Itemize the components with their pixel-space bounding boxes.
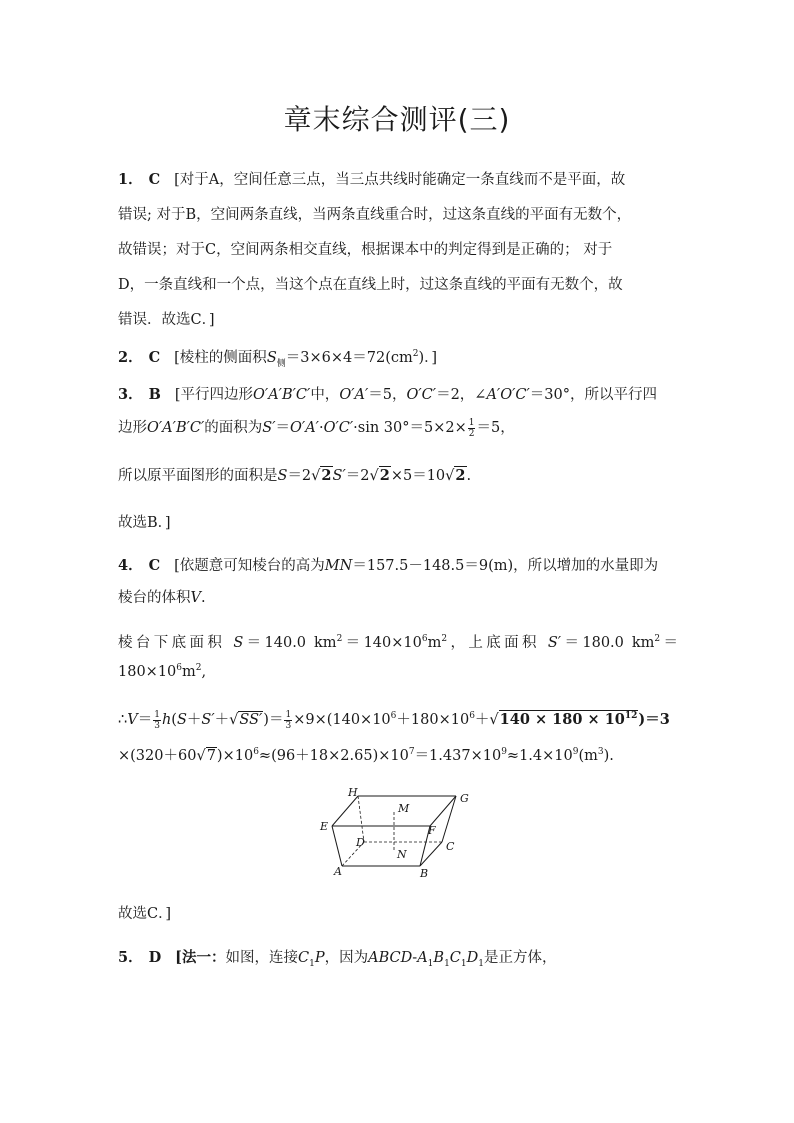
q4-sprime-2: S′ — [201, 712, 215, 728]
q4-answer: C — [148, 557, 161, 574]
q3-t10: ·sin 30°＝5×2× — [353, 420, 467, 436]
q4-e2: 6 — [421, 634, 428, 645]
q4-t32: ). — [603, 748, 614, 764]
q2-exp: 2 — [412, 349, 419, 360]
q5-number: 5． — [118, 949, 143, 966]
q4-third-a — [153, 710, 161, 731]
q5-sub-c: 1 — [460, 958, 467, 969]
q3-quad-2: O′A′B′C′ — [147, 420, 205, 436]
q2-answer: C — [148, 349, 161, 366]
q4-t20: )＝ — [263, 712, 284, 728]
q1-line-5: 错误．故选C．] — [118, 312, 215, 328]
q4-line-3 — [118, 631, 678, 652]
q2-subscript: 侧 — [276, 358, 286, 369]
q4-sqrt-big — [499, 710, 639, 728]
label-e: E — [320, 820, 329, 833]
q3-t9: · — [318, 420, 324, 436]
q4-t22: ＋180×10 — [396, 712, 470, 728]
q4-t7: ＝140×10 — [342, 635, 422, 651]
q4-line-2 — [118, 586, 678, 607]
q3-sprime: S′ — [262, 420, 276, 436]
q3-half-den: 2 — [468, 428, 475, 439]
q5-sub-a: 1 — [427, 958, 434, 969]
q4-h: h — [161, 712, 172, 728]
q3-number: 3． — [118, 386, 143, 403]
q4-sprime: S′ — [547, 635, 562, 651]
q5-sub-b: 1 — [444, 958, 450, 969]
q4-e11: 7 — [408, 747, 415, 758]
q3-sqrt2-c: 2 — [455, 467, 466, 484]
q4-t4: . — [200, 590, 206, 606]
q5-sub-d: 1 — [478, 958, 485, 969]
q3-oa-2: O′A′ — [290, 420, 319, 436]
q3-line-3: 所以原平面图形的面积是S＝2√2S′＝2√2×5＝10√2. — [118, 467, 472, 484]
q3-t11: ＝5， — [476, 420, 515, 436]
edge-fg — [430, 796, 456, 826]
q4-e4: 2 — [654, 634, 661, 645]
q3-line-2 — [118, 416, 678, 439]
q5-c: C — [298, 950, 310, 966]
label-a: A — [334, 865, 342, 878]
q4-s: S — [233, 635, 244, 651]
q3-sqrt2-b: 2 — [379, 467, 390, 484]
q4-line-1 — [118, 554, 678, 575]
q3-t13: ＝2 — [287, 468, 312, 484]
q4-line-6: $\times(320+60√7)\times 10^6\approx(96+18\times 2.65)\times 10^7=1.437\times 10^9\approx 1.4\times 10^9(m^3)$. — [118, 747, 614, 764]
q3-line-1 — [118, 383, 678, 404]
q5-line-1 — [118, 946, 678, 969]
q3-t4: ＝2，∠ — [436, 387, 487, 403]
label-c: C — [446, 840, 455, 853]
q4-e3: 2 — [441, 634, 448, 645]
q4-t10: ＝180.0 km — [561, 635, 655, 651]
q4-t23: ＋ — [474, 712, 490, 728]
q4-t6: ＝140.0 km — [243, 635, 337, 651]
q5-answer: D — [148, 949, 162, 966]
q4-e14: 3 — [597, 747, 604, 758]
q4-sqrt-ss: SS′ — [239, 712, 263, 728]
q4-t18: ＋ — [186, 712, 202, 728]
q3-oc-2: O′C′ — [323, 420, 354, 436]
q4-third-b-den: 3 — [285, 720, 292, 731]
q4-t19: ＋ — [214, 712, 230, 728]
q4-line-7: 故选C．] — [118, 906, 172, 922]
q4-t26: ×(320＋60 — [118, 748, 197, 764]
q1-line-3: 故错误；对于C，空间两条相交直线，根据课本中的判定得到是正确的； 对于 — [118, 242, 613, 258]
q3-t16: . — [466, 468, 472, 484]
q5-t2: 如图，连接 — [225, 950, 299, 966]
q4-v: V — [190, 590, 201, 606]
q1-number: 1． — [118, 171, 143, 188]
page-title: 章末综合测评(三) — [283, 103, 511, 136]
q4-t21: ×9×(140×10 — [293, 712, 391, 728]
q4-third-a-num: 1 — [154, 709, 160, 720]
q3-quad: O′A′B′C′ — [253, 387, 311, 403]
q5-t1: [法一： — [175, 949, 226, 966]
q3-angle: A′O′C′ — [486, 387, 530, 403]
edge-he — [332, 796, 358, 826]
q4-t11: ＝ — [660, 635, 679, 651]
q4-e6: 2 — [195, 663, 202, 673]
q4-t29: ＝1.437×10 — [414, 748, 502, 764]
q3-t15: ×5＝10 — [390, 468, 446, 484]
q1-line-2: 错误; 对于B，空间两条直线，当两条直线重合时，过这条直线的平面有无数个， — [118, 207, 632, 223]
q5-sub1: 1 — [309, 958, 315, 969]
q4-t17: ( — [171, 712, 177, 728]
q3-t2: 中， — [310, 387, 340, 403]
q3-t1: [平行四边形 — [174, 387, 254, 403]
q4-t1: [依题意可知棱台的高为 — [174, 558, 325, 574]
q2-line-1: 2． C [棱柱的侧面积$S_侧=3\times 6\times 4=72(cm^2)$．] — [118, 349, 438, 369]
q4-t24: 140 × 180 × 10 — [499, 711, 625, 728]
q1-answer: C — [148, 171, 161, 188]
label-m: M — [398, 802, 410, 815]
q2-text-b: ＝3×6×4＝72(cm — [285, 350, 413, 366]
label-h: H — [348, 786, 358, 799]
edge-gc — [442, 796, 456, 842]
frustum-figure — [318, 786, 478, 886]
q3-oa: O′A′ — [339, 387, 369, 403]
q4-t3: 棱台的体积 — [118, 590, 191, 606]
q3-t8: ＝ — [275, 420, 291, 436]
q4-t28: ≈(96＋18×2.65)×10 — [258, 748, 409, 764]
q4-v-2: V — [127, 712, 138, 728]
q4-line-5: ∴V＝ $\frac{1}{3}$ h(S＋S′＋√SS′)＝ $\frac{1}{3}$ $\times 9\times(140\times 10^6+180\times 10^6+√140 \times 180 \times 10^{12})=3$ — [118, 709, 670, 731]
q3-line-4: 故选B．] — [118, 515, 171, 531]
q3-sqrt2-a: 2 — [321, 467, 332, 484]
q4-t5: 棱台下底面积 — [118, 635, 226, 651]
label-n: N — [397, 848, 407, 861]
q4-e13: 9 — [572, 747, 579, 758]
q4-e1: 2 — [336, 634, 343, 645]
q5-solid: ABCD — [368, 950, 413, 966]
q4-t16: ＝ — [137, 712, 153, 728]
q3-t6: 边形 — [118, 420, 147, 436]
q4-line-4 — [118, 663, 678, 680]
label-b: B — [420, 867, 429, 880]
q4-number: 4． — [118, 557, 143, 574]
q3-t12: 所以原平面图形的面积是 — [118, 468, 278, 484]
q4-t15: ∴ — [118, 712, 128, 728]
label-d: D — [356, 836, 365, 849]
q4-e5: 6 — [176, 663, 183, 673]
q5-b1: B — [433, 950, 445, 966]
q4-third-a-den: 3 — [154, 720, 160, 731]
q4-t9: ，上底面积 — [447, 635, 540, 651]
q3-t14: ＝2 — [345, 468, 370, 484]
q4-t12: 180×10 — [118, 663, 177, 680]
label-f: F — [428, 824, 436, 837]
q4-t25: )＝3 — [638, 711, 670, 728]
q4-t27: )×10 — [216, 748, 254, 764]
q4-t8: m — [427, 635, 442, 651]
q4-third-b-num: 1 — [285, 709, 292, 720]
q4-e10: 6 — [253, 747, 259, 758]
q3-oc: O′C′ — [406, 387, 437, 403]
q3-t7: 的面积为 — [204, 420, 263, 436]
q5-dash: - — [412, 950, 418, 966]
q3-sprime-2: S′ — [332, 468, 346, 484]
q5-p: P — [314, 950, 325, 966]
q3-answer: B — [148, 386, 161, 403]
q4-s-2: S — [176, 712, 187, 728]
q4-t2: ＝157.5－148.5＝9(m)，所以增加的水量即为 — [352, 558, 659, 574]
label-g: G — [460, 792, 469, 805]
q2-text-a: [棱柱的侧面积 — [174, 350, 267, 366]
q5-c1: C — [449, 950, 461, 966]
q4-sqrt7: 7 — [206, 748, 216, 764]
q1-line-4: D，一条直线和一个点，当这个点在直线上时，过这条直线的平面有无数个，故 — [118, 277, 623, 293]
q4-t14: , — [201, 663, 207, 680]
q4-mn: MN — [324, 558, 353, 574]
q4-third-b — [284, 710, 292, 731]
q4-e7: 6 — [390, 711, 397, 722]
edge-ea — [332, 826, 342, 866]
q3-t5: ＝30°，所以平行四 — [529, 387, 657, 403]
q5-t4: 是正方体， — [484, 950, 557, 966]
q4-e8: 6 — [469, 711, 475, 722]
q4-e9: 12 — [624, 711, 638, 722]
q4-t30: ≈1.4×10 — [506, 748, 573, 764]
q4-t31: (m — [578, 748, 598, 764]
q5-a1: A — [417, 950, 428, 966]
q3-t3: ＝5， — [368, 387, 407, 403]
q1-text-1: [对于A，空间任意三点，当三点共线时能确定一条直线而不是平面，故 — [174, 172, 626, 188]
q4-t13: m — [182, 663, 196, 680]
q4-e12: 9 — [501, 747, 507, 758]
q5-d1: D — [466, 950, 479, 966]
q3-half-num: 1 — [468, 417, 475, 428]
q3-half — [468, 418, 476, 439]
q1-line-1 — [118, 168, 678, 189]
q2-text-c: )．] — [418, 350, 438, 366]
q5-t3: ，因为 — [324, 950, 369, 966]
q3-s: S — [277, 468, 288, 484]
q2-number: 2． — [118, 349, 143, 366]
